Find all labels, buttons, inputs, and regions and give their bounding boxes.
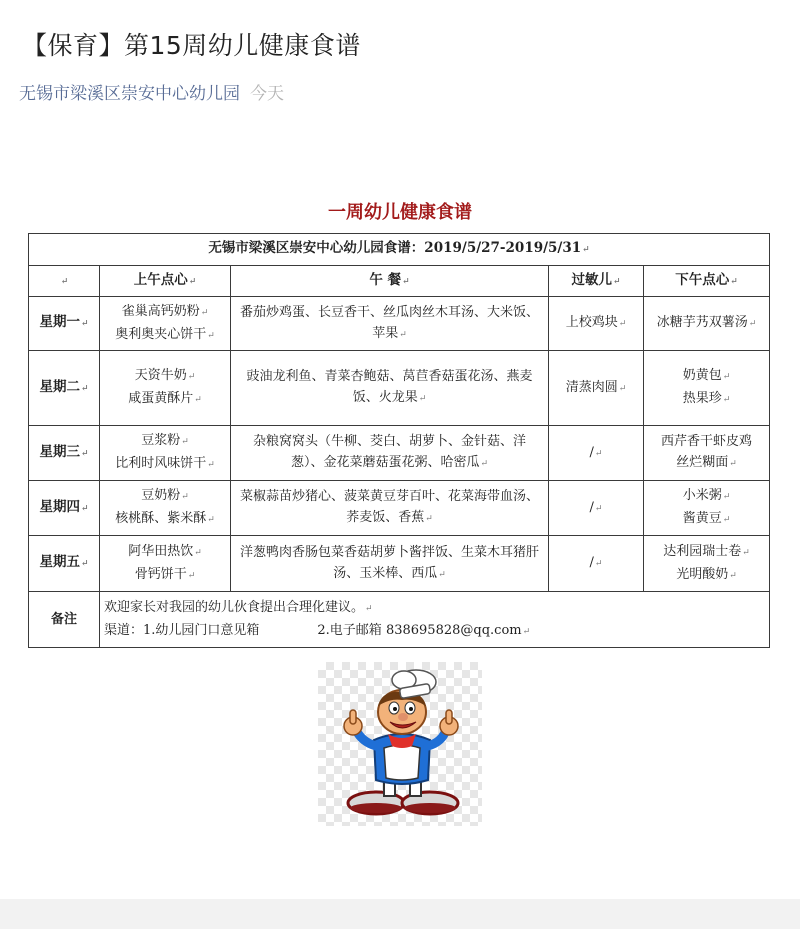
header-morning-snack: 上午点心↵: [100, 266, 231, 297]
afternoon-snack-cell: 小米粥↵ 酱黄豆↵: [644, 481, 770, 536]
lunch-cell: 杂粮窝窝头（牛柳、茭白、胡萝卜、金针菇、洋葱）、金花菜蘑菇蛋花粥、哈密瓜↵: [231, 426, 549, 481]
allergy-cell: /↵: [549, 481, 644, 536]
table-row: [29, 297, 770, 351]
menu-table: [28, 233, 770, 648]
header-lunch: 午 餐↵: [231, 266, 549, 297]
allergy-cell: /↵: [549, 426, 644, 481]
allergy-cell: 上校鸡块↵: [549, 297, 644, 351]
note-content: 欢迎家长对我园的幼儿伙食提出合理化建议。↵ 渠道：1.幼儿园门口意见箱 2.电子邮箱 838695828@qq.com↵: [100, 592, 770, 648]
header-allergy: 过敏儿↵: [549, 266, 644, 297]
article-title: 【保育】第15周幼儿健康食谱: [22, 31, 361, 60]
day-cell: 星期二↵: [29, 351, 100, 426]
publish-time: 今天: [250, 84, 284, 104]
morning-snack-cell: 天资牛奶↵ 咸蛋黄酥片↵: [100, 351, 231, 426]
account-name-link[interactable]: 无锡市梁溪区崇安中心幼儿园: [19, 84, 240, 104]
table-row: [29, 536, 770, 592]
note-row: [29, 592, 770, 648]
lunch-cell: 菜椒蒜苗炒猪心、菠菜黄豆芽百叶、花菜海带血汤、荞麦饭、香蕉↵: [231, 481, 549, 536]
morning-snack-cell: 雀巢高钙奶粉↵ 奥利奥夹心饼干↵: [100, 297, 231, 351]
table-row: [29, 481, 770, 536]
day-cell: 星期三↵: [29, 426, 100, 481]
allergy-cell: /↵: [549, 536, 644, 592]
note-label: 备注: [29, 592, 100, 648]
table-row: [29, 426, 770, 481]
article-meta: [19, 79, 284, 104]
afternoon-snack-cell: 冰糖芋艿双薯汤↵: [644, 297, 770, 351]
morning-snack-cell: 豆奶粉↵ 核桃酥、紫米酥↵: [100, 481, 231, 536]
header-afternoon-snack: 下午点心↵: [644, 266, 770, 297]
lunch-cell: 番茄炒鸡蛋、长豆香干、丝瓜肉丝木耳汤、大米饭、苹果↵: [231, 297, 549, 351]
day-cell: 星期一↵: [29, 297, 100, 351]
allergy-cell: 清蒸肉圆↵: [549, 351, 644, 426]
chef-illustration: [318, 662, 482, 826]
menu-table-title: 无锡市梁溪区崇安中心幼儿园食谱：2019/5/27-2019/5/31↵: [29, 234, 770, 266]
lunch-cell: 豉油龙利鱼、青菜杏鲍菇、莴苣香菇蛋花汤、燕麦饭、火龙果↵: [231, 351, 549, 426]
header-day: ↵: [29, 266, 100, 297]
chef-thumbs-up-icon: [318, 662, 482, 826]
footer-bar: [0, 899, 800, 929]
morning-snack-cell: 阿华田热饮↵ 骨钙饼干↵: [100, 536, 231, 592]
table-row: [29, 351, 770, 426]
afternoon-snack-cell: 西芹香干虾皮鸡 丝烂糊面↵: [644, 426, 770, 481]
morning-snack-cell: 豆浆粉↵ 比利时风味饼干↵: [100, 426, 231, 481]
lunch-cell: 洋葱鸭肉香肠包菜香菇胡萝卜酱拌饭、生菜木耳猪肝汤、玉米棒、西瓜↵: [231, 536, 549, 592]
afternoon-snack-cell: 奶黄包↵ 热果珍↵: [644, 351, 770, 426]
day-cell: 星期五↵: [29, 536, 100, 592]
day-cell: 星期四↵: [29, 481, 100, 536]
menu-heading: 一周幼儿健康食谱: [328, 202, 472, 223]
afternoon-snack-cell: 达利园瑞士卷↵ 光明酸奶↵: [644, 536, 770, 592]
